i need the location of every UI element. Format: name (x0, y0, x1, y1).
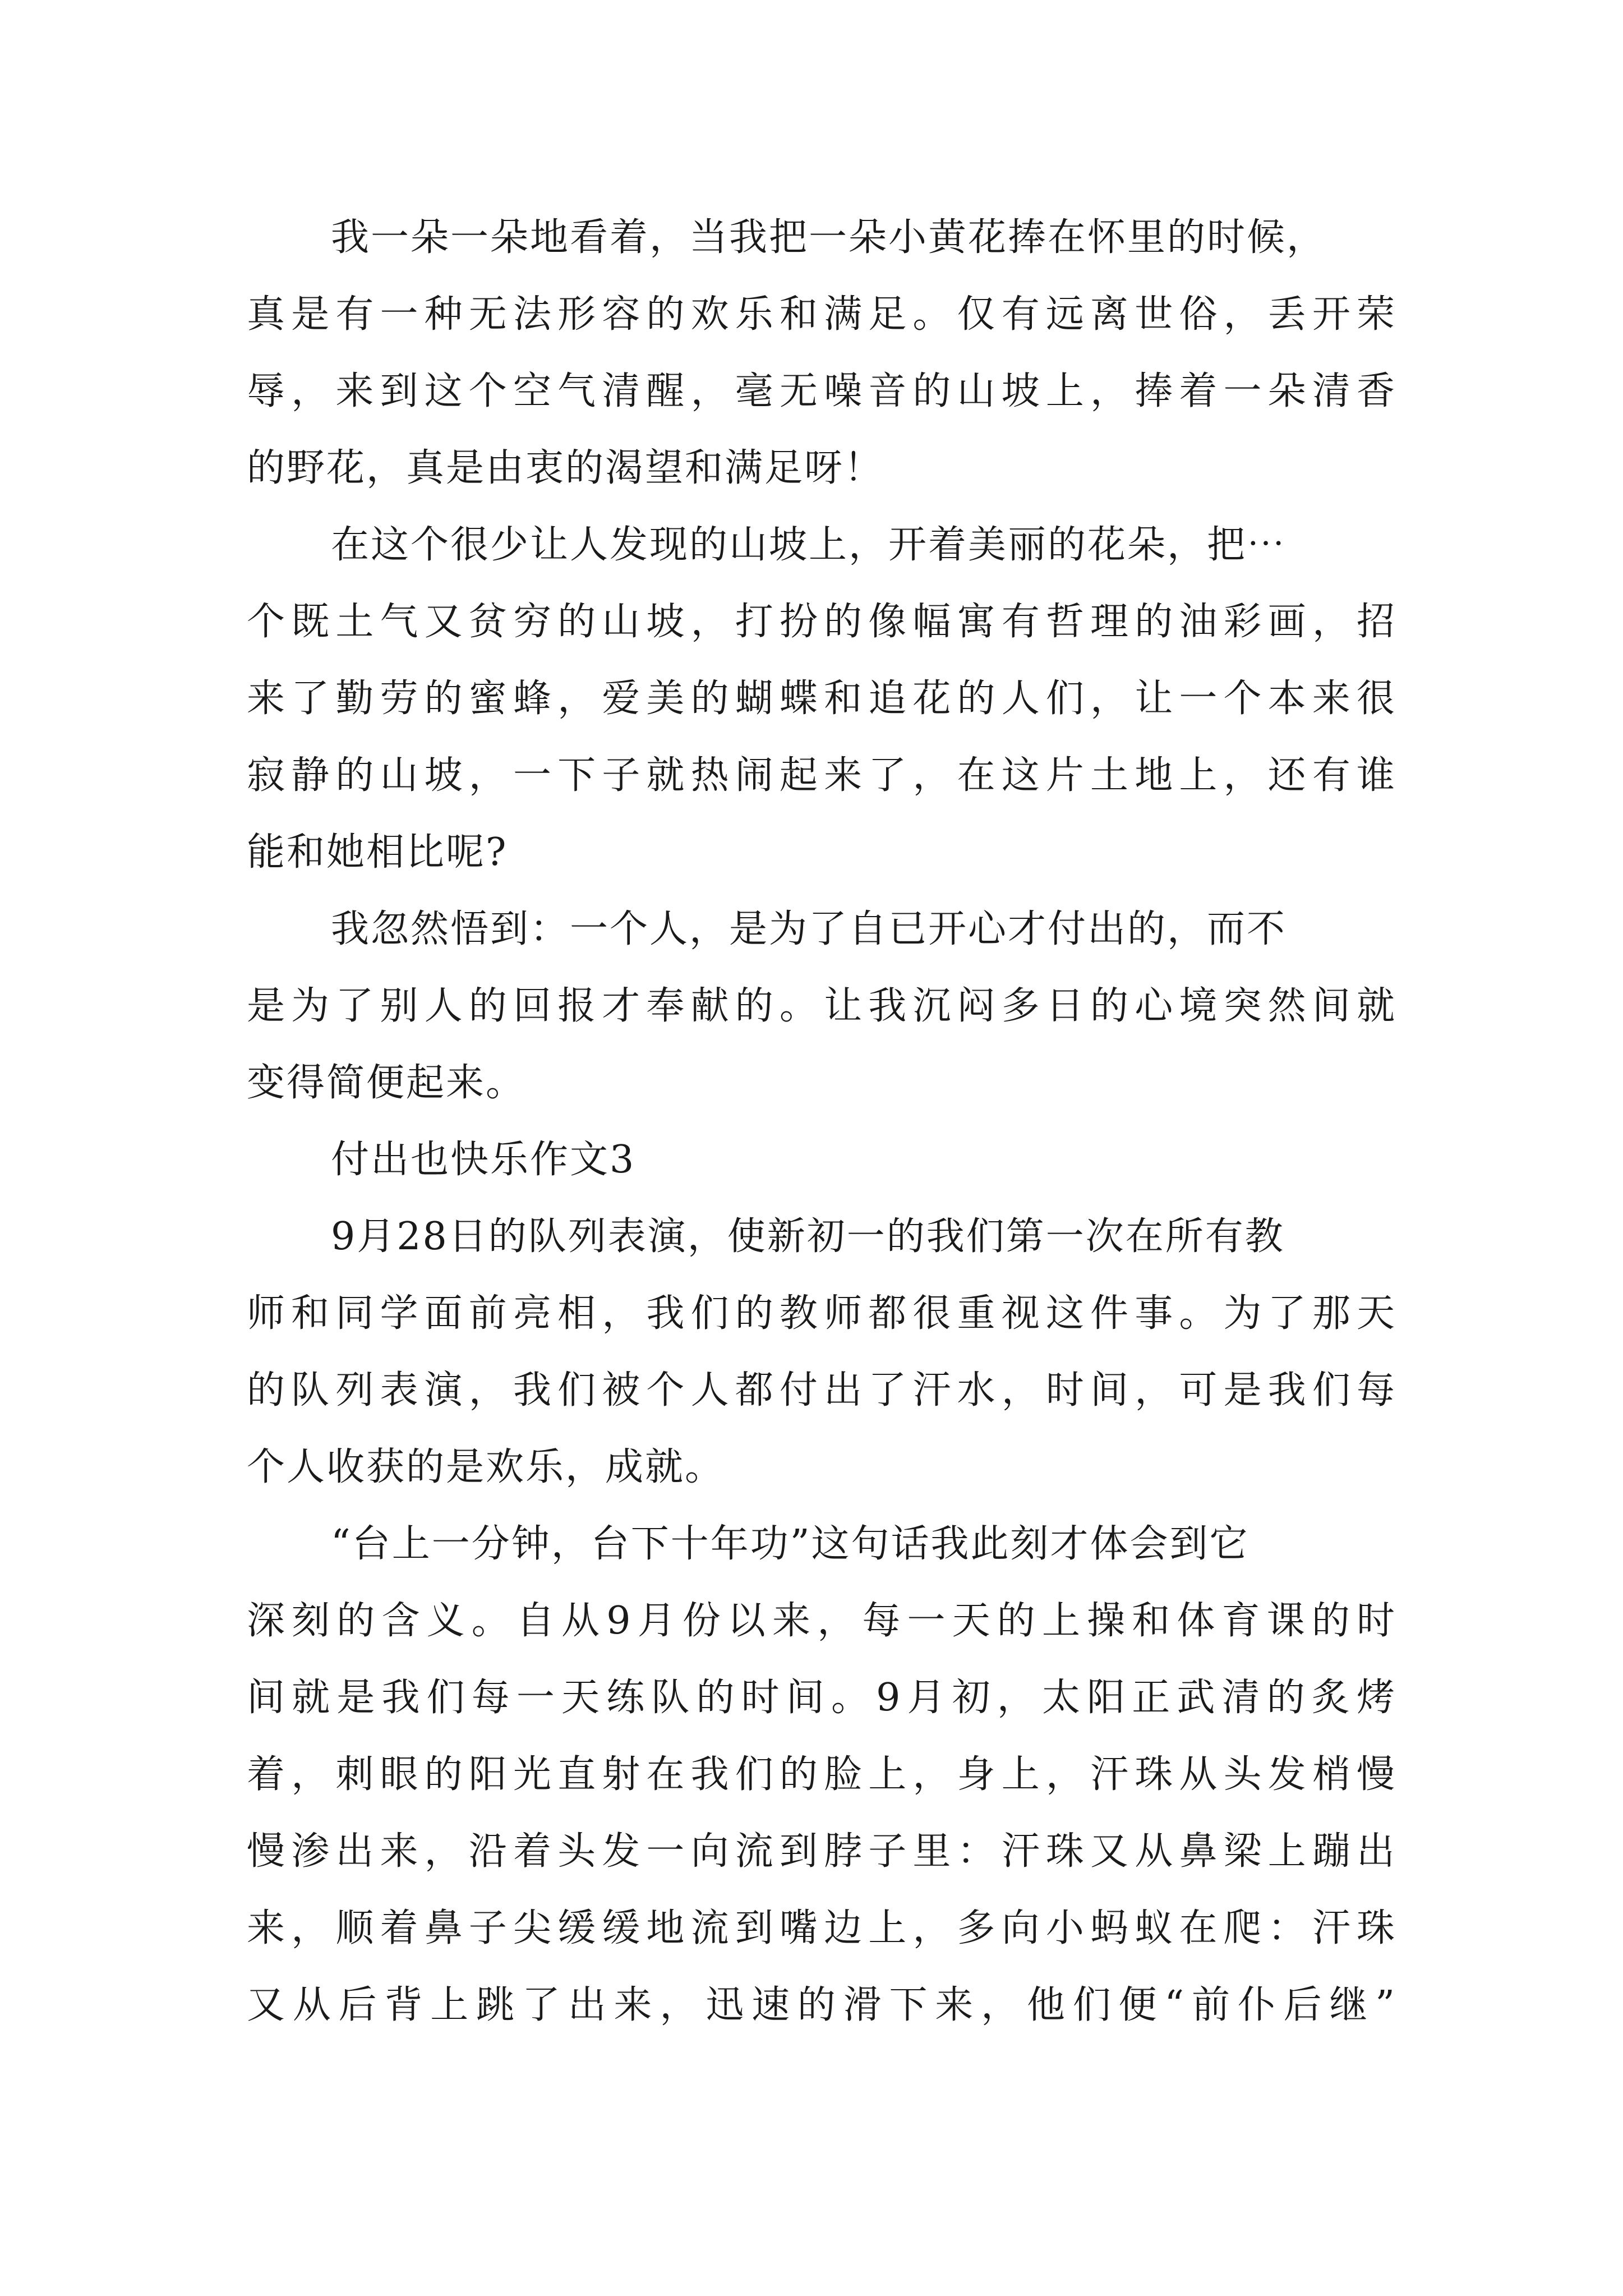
document-body (247, 199, 1396, 2044)
text-line: 9月28日的队列表演，使新初一的我们第一次在所有教 (331, 1214, 1285, 1259)
text-line: 变得简便起来。 (247, 1061, 526, 1105)
text-line: 着，刺眼的阳光直射在我们的脸上，身上，汗珠从头发梢慢 (247, 1752, 1396, 1797)
text-line: 个既土气又贫穷的山坡，打扮的像幅寓有哲理的油彩画，招 (247, 600, 1396, 644)
text-line: 师和同学面前亮相，我们的教师都很重视这件事。为了那天 (247, 1291, 1396, 1336)
text-line: 辱，来到这个空气清醒，毫无噪音的山坡上，捧着一朵清香 (247, 369, 1396, 413)
text-line: 我一朵一朵地看着，当我把一朵小黄花捧在怀里的时候， (331, 215, 1327, 260)
text-line: 来了勤劳的蜜蜂，爱美的蝴蝶和追花的人们，让一个本来很 (247, 677, 1396, 721)
text-line: 我忽然悟到：一个人，是为了自已开心才付出的，而不 (331, 907, 1287, 951)
section-heading: 付出也快乐作文3 (331, 1138, 636, 1182)
text-line: 真是有一种无法形容的欢乐和满足。仅有远离世俗，丢开荣 (247, 292, 1396, 337)
text-line: 间就是我们每一天练队的时间。9月初，太阳正武清的炙烤 (247, 1676, 1396, 1720)
text-line: 的野花，真是由衷的渴望和满足呀！ (247, 446, 884, 490)
text-line: 又从后背上跳了出来，迅速的滑下来，他们便“前仆后继” (247, 1983, 1396, 2027)
text-line: 来，顺着鼻子尖缓缓地流到嘴边上，多向小蚂蚁在爬：汗珠 (247, 1906, 1396, 1950)
text-line: 寂静的山坡，一下子就热闹起来了，在这片土地上，还有谁 (247, 753, 1396, 798)
text-line: 在这个很少让人发现的山坡上，开着美丽的花朵，把⋯ (331, 523, 1287, 567)
text-line: 慢渗出来，沿着头发一向流到脖子里：汗珠又从鼻梁上蹦出 (247, 1829, 1396, 1874)
text-line: “台上一分钟，台下十年功”这句话我此刻才体会到它 (331, 1522, 1249, 1566)
text-line: 是为了别人的回报才奉献的。让我沉闷多日的心境突然间就 (247, 984, 1396, 1028)
text-line: 能和她相比呢? (247, 830, 508, 875)
text-line: 个人收获的是欢乐，成就。 (247, 1445, 725, 1489)
text-line: 的队列表演，我们被个人都付出了汗水，时间，可是我们每 (247, 1368, 1396, 1412)
text-line: 深刻的含义。自从9月份以来，每一天的上操和体育课的时 (247, 1599, 1396, 1643)
